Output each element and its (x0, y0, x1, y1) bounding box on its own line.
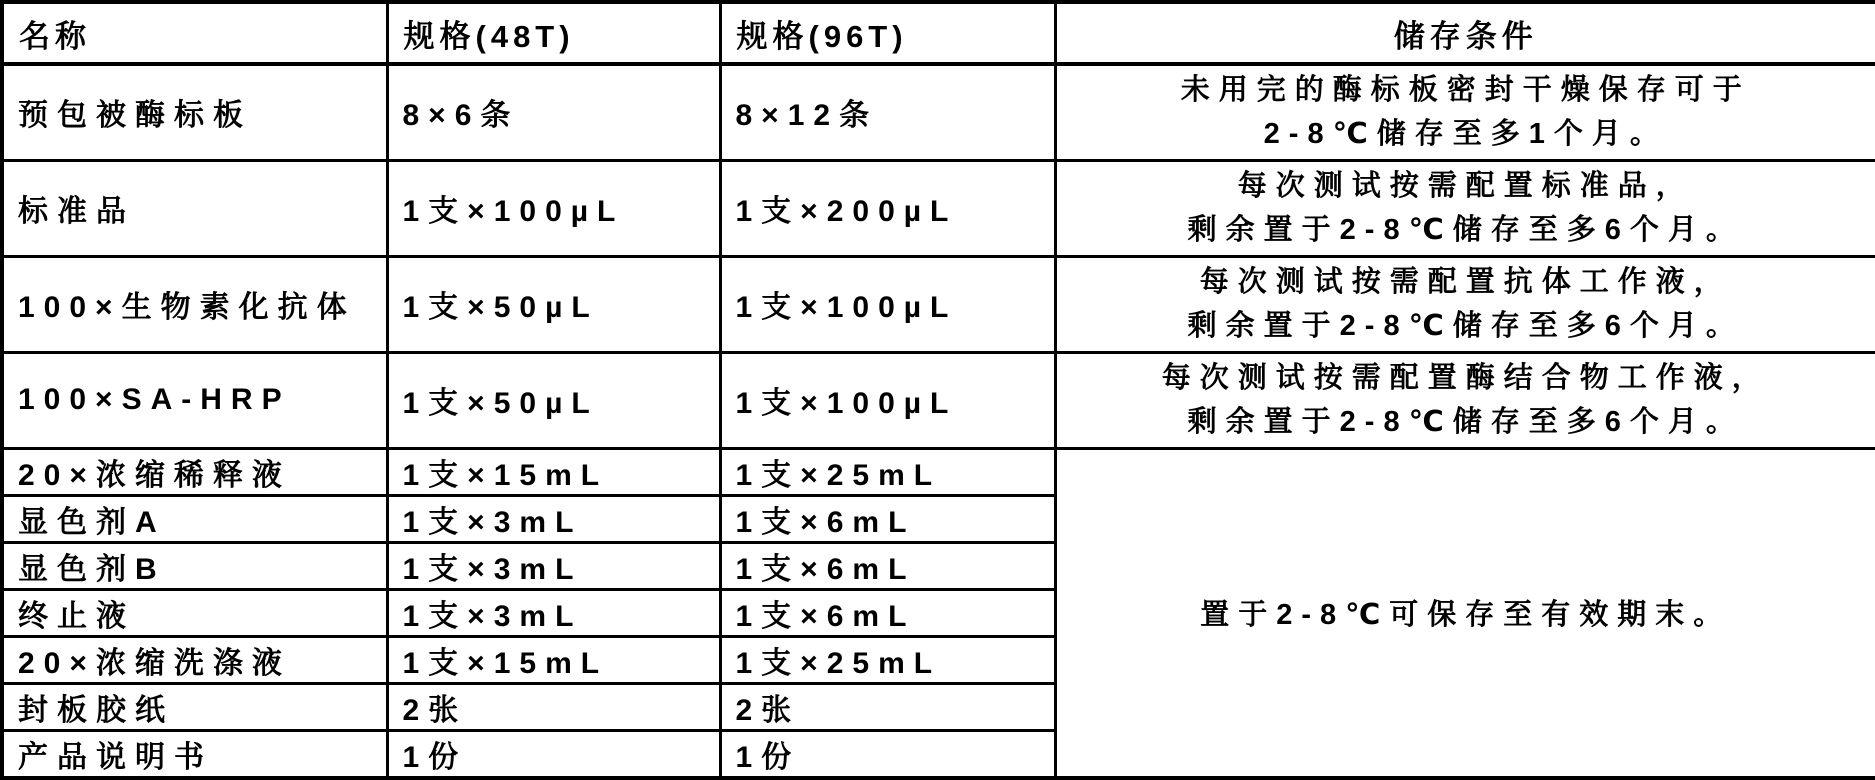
storage-cell (1055, 160, 1875, 256)
spec-96t-cell: 1支×6mL (720, 589, 1055, 636)
spec-96t-cell: 1支×25mL (720, 448, 1055, 495)
storage-text-line: 剩余置于2-8℃储存至多6个月。 (1057, 208, 1875, 252)
component-name-cell: 100×生物素化抗体 (2, 256, 387, 352)
storage-text-line: 剩余置于2-8℃储存至多6个月。 (1057, 304, 1875, 348)
header-name: 名称 (2, 2, 387, 64)
storage-text-line: 剩余置于2-8℃储存至多6个月。 (1057, 400, 1875, 444)
spec-96t-cell: 2张 (720, 683, 1055, 730)
component-name-cell: 标准品 (2, 160, 387, 256)
component-name-cell: 显色剂B (2, 542, 387, 589)
header-storage-condition: 储存条件 (1055, 2, 1875, 64)
storage-text-line: 未用完的酶标板密封干燥保存可于 (1057, 68, 1875, 112)
spec-48t-cell: 8×6条 (387, 64, 720, 160)
storage-cell (1055, 352, 1875, 448)
component-name-cell: 封板胶纸 (2, 683, 387, 730)
component-name-cell: 100×SA-HRP (2, 352, 387, 448)
table-row (2, 256, 1875, 352)
spec-96t-cell: 1支×200µL (720, 160, 1055, 256)
component-name-cell: 显色剂A (2, 495, 387, 542)
storage-text-line: 每次测试按需配置标准品， (1057, 164, 1875, 208)
component-name-cell: 预包被酶标板 (2, 64, 387, 160)
spec-48t-cell: 1份 (387, 730, 720, 778)
spec-48t-cell: 1支×15mL (387, 448, 720, 495)
spec-48t-cell: 1支×100µL (387, 160, 720, 256)
storage-text-line: 2-8℃储存至多1个月。 (1057, 112, 1875, 156)
spec-96t-cell: 1支×100µL (720, 256, 1055, 352)
component-name-cell: 20×浓缩稀释液 (2, 448, 387, 495)
header-spec-96t: 规格(96T) (720, 2, 1055, 64)
table-row (2, 160, 1875, 256)
header-spec-48t: 规格(48T) (387, 2, 720, 64)
header-row (2, 2, 1875, 64)
table-row (2, 448, 1875, 495)
component-name-cell: 产品说明书 (2, 730, 387, 778)
storage-text-line: 每次测试按需配置抗体工作液， (1057, 260, 1875, 304)
spec-48t-cell: 1支×50µL (387, 352, 720, 448)
table-row (2, 64, 1875, 160)
spec-48t-cell: 1支×15mL (387, 636, 720, 683)
storage-text-line: 每次测试按需配置酶结合物工作液， (1057, 356, 1875, 400)
spec-48t-cell: 1支×50µL (387, 256, 720, 352)
spec-48t-cell: 1支×3mL (387, 542, 720, 589)
storage-cell (1055, 256, 1875, 352)
storage-cell-merged: 置于2-8℃可保存至有效期末。 (1055, 448, 1875, 778)
component-name-cell: 20×浓缩洗涤液 (2, 636, 387, 683)
spec-48t-cell: 1支×3mL (387, 495, 720, 542)
spec-96t-cell: 1支×25mL (720, 636, 1055, 683)
storage-cell (1055, 64, 1875, 160)
spec-96t-cell: 1支×100µL (720, 352, 1055, 448)
table-row (2, 352, 1875, 448)
component-name-cell: 终止液 (2, 589, 387, 636)
spec-96t-cell: 1支×6mL (720, 495, 1055, 542)
spec-96t-cell: 1支×6mL (720, 542, 1055, 589)
spec-48t-cell: 2张 (387, 683, 720, 730)
spec-96t-cell: 8×12条 (720, 64, 1055, 160)
spec-48t-cell: 1支×3mL (387, 589, 720, 636)
spec-96t-cell: 1份 (720, 730, 1055, 778)
